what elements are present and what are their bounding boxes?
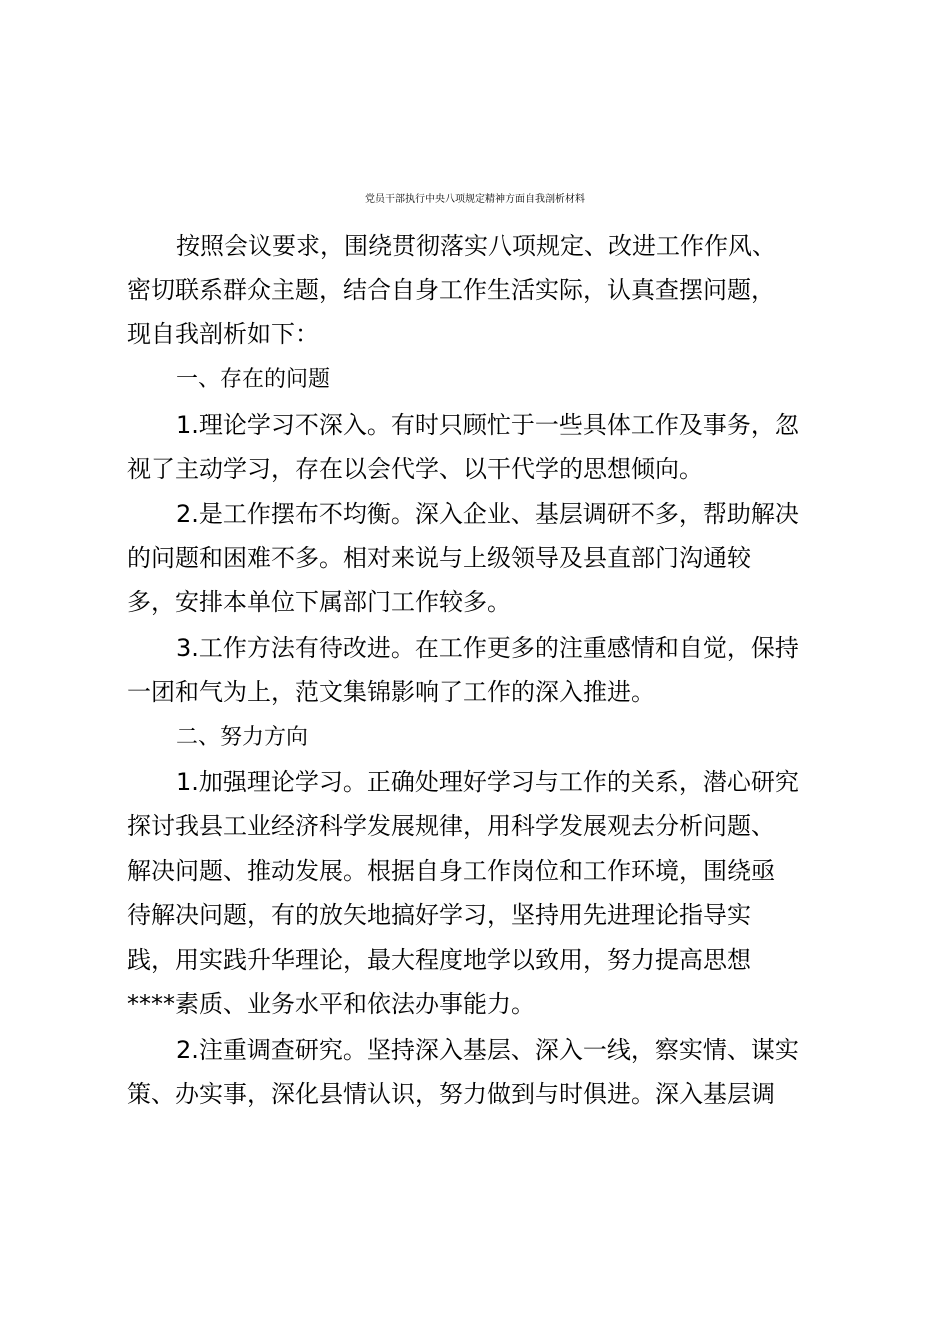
problem-2-line-1: 2.是工作摆布不均衡。深入企业、基层调研不多，帮助解决 [176,500,799,528]
direction-1-line-2: 探讨我县工业经济科学发展规律，用科学发展观去分析问题、 [127,812,775,840]
direction-2-line-1: 2.注重调查研究。坚持深入基层、深入一线，察实情、谋实 [176,1036,799,1064]
section-heading-problems: 一、存在的问题 [176,367,331,392]
intro-line-3: 现自我剖析如下： [127,320,319,348]
intro-line-1: 按照会议要求，围绕贯彻落实八项规定、改进工作作风、 [176,232,776,260]
direction-1-line-5: 践，用实践升华理论，最大程度地学以致用，努力提高思想 [127,946,751,974]
problem-3-line-1: 3.工作方法有待改进。在工作更多的注重感情和自觉，保持 [176,634,799,662]
direction-1-line-1: 1.加强理论学习。正确处理好学习与工作的关系，潜心研究 [176,768,799,796]
problem-2-line-2: 的问题和困难不多。相对来说与上级领导及县直部门沟通较 [127,544,751,572]
document-title: 党员干部执行中央八项规定精神方面自我剖析材料 [365,194,585,205]
problem-1-line-1: 1.理论学习不深入。有时只顾忙于一些具体工作及事务，忽 [176,411,799,439]
direction-2-line-2: 策、办实事，深化县情认识，努力做到与时俱进。深入基层调 [127,1080,775,1108]
direction-1-line-3: 解决问题、推动发展。根据自身工作岗位和工作环境，围绕亟 [127,857,775,885]
problem-2-line-3: 多，安排本单位下属部门工作较多。 [127,588,511,616]
section-heading-direction: 二、努力方向 [176,725,309,750]
direction-1-line-4: 待解决问题，有的放矢地搞好学习，坚持用先进理论指导实 [127,901,751,929]
intro-line-2: 密切联系群众主题，结合自身工作生活实际，认真查摆问题， [127,276,775,304]
direction-1-line-6: ****素质、业务水平和依法办事能力。 [127,990,535,1018]
problem-3-line-2: 一团和气为上，范文集锦影响了工作的深入推进。 [127,678,655,706]
problem-1-line-2: 视了主动学习，存在以会代学、以干代学的思想倾向。 [127,455,703,483]
